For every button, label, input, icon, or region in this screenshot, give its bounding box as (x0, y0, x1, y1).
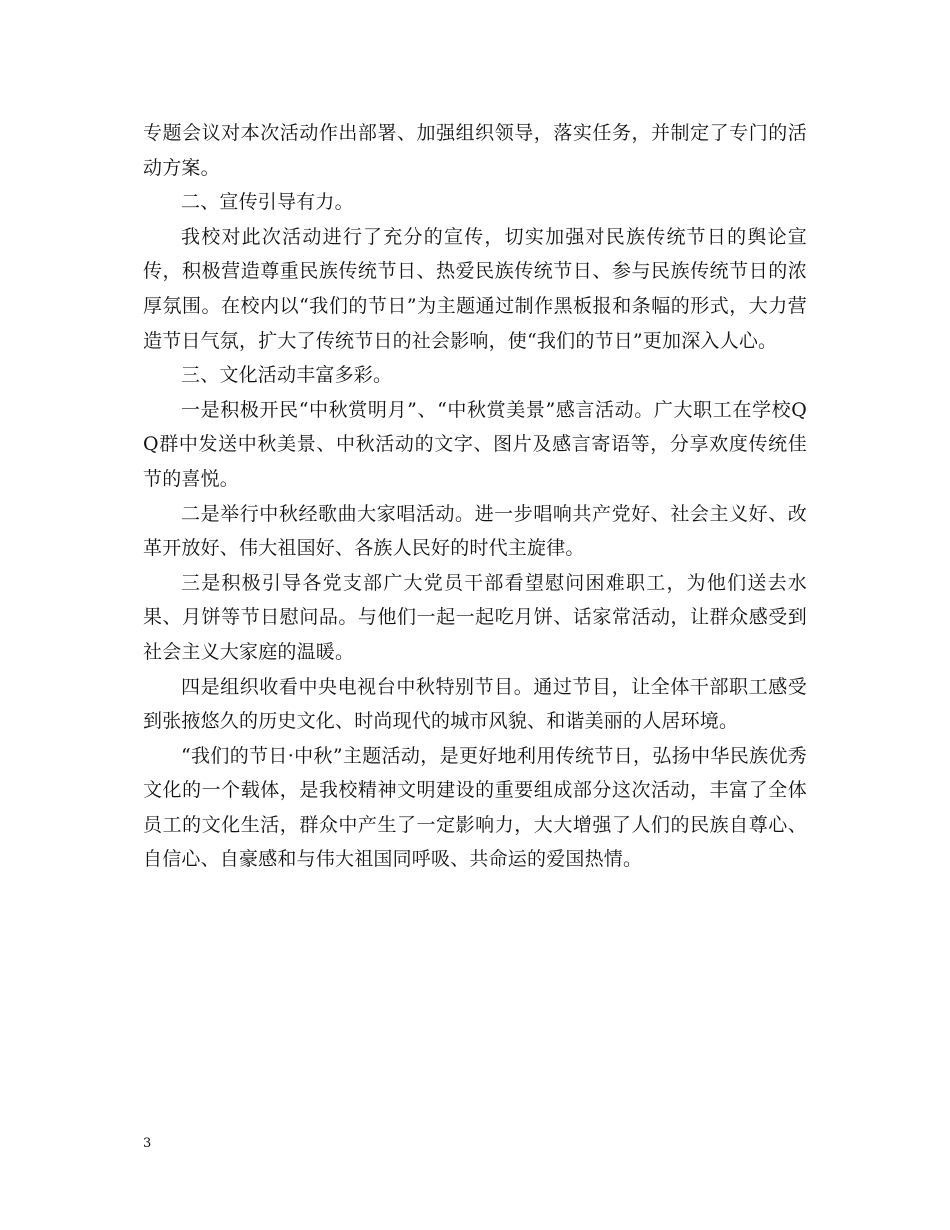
page-number: 3 (143, 1136, 152, 1151)
paragraph-publicity: 我校对此次活动进行了充分的宣传，切实加强对民族传统节日的舆论宣传，积极营造尊重民族传统节日、热爱民族传统节日、参与民族传统节日的浓厚氛围。在校内以“我们的节日”为主题通过制作黑板报和条幅的形式，大力营造节日气氛，扩大了传统节日的社会影响，使“我们的节日”更加深入人心。 (143, 225, 807, 352)
section-heading-publicity: 二、宣传引导有力。 (181, 191, 354, 214)
paragraph-continuation: 专题会议对本次活动作出部署、加强组织领导，落实任务，并制定了专门的活动方案。 (143, 122, 807, 179)
document-body (143, 116, 807, 877)
paragraph-conclusion: “我们的节日·中秋”主题活动，是更好地利用传统节日，弘扬中华民族优秀文化的一个载体，是我校精神文明建设的重要组成部分这次活动，丰富了全体员工的文化生活，群众中产生了一定影响力，大大增强了人们的民族自尊心、自信心、自豪感和与伟大祖国同呼吸、共命运的爱国热情。 (143, 744, 807, 871)
paragraph-activity-four: 四是组织收看中央电视台中秋特别节目。通过节目，让全体干部职工感受到张掖悠久的历史文化、时尚现代的城市风貌、和谐美丽的人居环境。 (143, 675, 807, 733)
section-heading-cultural-activities: 三、文化活动丰富多彩。 (181, 364, 393, 387)
paragraph-activity-one: 一是积极开民“中秋赏明月”、“中秋赏美景”感言活动。广大职工在学校QQ群中发送中秋美景、中秋活动的文字、图片及感言寄语等，分享欢度传统佳节的喜悦。 (143, 398, 807, 490)
paragraph-activity-two: 二是举行中秋经歌曲大家唱活动。进一步唱响共产党好、社会主义好、改革开放好、伟大祖国好、各族人民好的时代主旋律。 (143, 502, 807, 560)
paragraph-activity-three: 三是积极引导各党支部广大党员干部看望慰问困难职工，为他们送去水果、月饼等节日慰问品。与他们一起一起吃月饼、话家常活动，让群众感受到社会主义大家庭的温暖。 (143, 571, 807, 663)
